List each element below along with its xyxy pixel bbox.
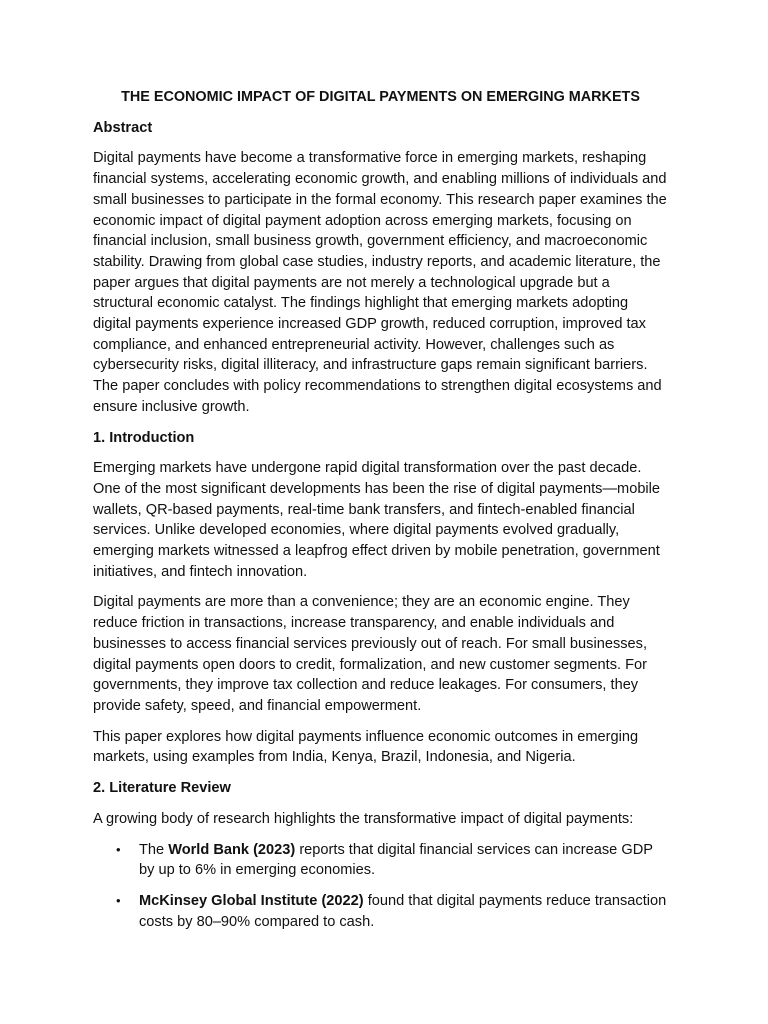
introduction-paragraph-2: Digital payments are more than a convenience; they are an economic engine. They reduce friction in transactions, increase transparency, and enable individuals and businesses to access financial services previously out of reach. For small businesses, digital payments open doors to credit, formalization, and new customer segments. For governments, they improve tax collection and reduce leakages. For consumers, they provide safety, speed, and financial empowerment. xyxy=(93,594,648,714)
list-item-text: found that digital payments reduce transaction costs by 80–90% compared to cash. xyxy=(139,892,667,930)
list-item-text: reports that digital financial services can increase GDP by up to 6% in emerging economies. xyxy=(139,841,653,879)
literature-review-heading: 2. Literature Review xyxy=(93,780,231,797)
list-item-source: McKinsey Global Institute (2022) xyxy=(139,892,364,909)
introduction-paragraph-3: This paper explores how digital payments influence economic outcomes in emerging markets, using examples from India, Kenya, Brazil, Indonesia, and Nigeria. xyxy=(93,728,639,766)
list-item xyxy=(116,840,668,881)
list-item-source: World Bank (2023) xyxy=(168,841,296,858)
abstract-paragraph: Digital payments have become a transformative force in emerging markets, reshaping financial systems, accelerating economic growth, and enabling millions of individuals and small businesses to participate in the formal economy. This research paper examines the economic impact of digital payment adoption across emerging markets, focusing on financial inclusion, small business growth, government efficiency, and macroeconomic stability. Drawing from global case studies, industry reports, and academic literature, the paper argues that digital payments are not merely a technological upgrade but a structural economic catalyst. The findings highlight that emerging markets adopting digital payments experience increased GDP growth, reduced corruption, improved tax compliance, and enhanced entrepreneurial activity. However, challenges such as cybersecurity risks, digital illiteracy, and infrastructure gaps remain significant barriers. The paper concludes with policy recommendations to strengthen digital ecosystems and ensure inclusive growth. xyxy=(93,150,667,415)
list-item xyxy=(116,891,668,932)
literature-review-list xyxy=(93,840,668,933)
introduction-paragraph-1: Emerging markets have undergone rapid digital transformation over the past decade. One of the most significant developments has been the rise of digital payments—mobile wallets, QR-based payments, real-time bank transfers, and fintech-enabled financial services. Unlike developed economies, where digital payments evolved gradually, emerging markets witnessed a leapfrog effect driven by mobile penetration, government initiatives, and fintech innovation. xyxy=(93,460,661,580)
bullet-icon: • xyxy=(116,892,121,908)
bullet-icon: • xyxy=(116,841,121,857)
list-item-prefix: The xyxy=(139,841,169,858)
abstract-heading: Abstract xyxy=(93,119,153,136)
document-title: THE ECONOMIC IMPACT OF DIGITAL PAYMENTS ON EMERGING MARKETS xyxy=(121,89,640,105)
literature-review-intro: A growing body of research highlights the transformative impact of digital payments: xyxy=(93,810,634,827)
introduction-heading: 1. Introduction xyxy=(93,429,195,446)
